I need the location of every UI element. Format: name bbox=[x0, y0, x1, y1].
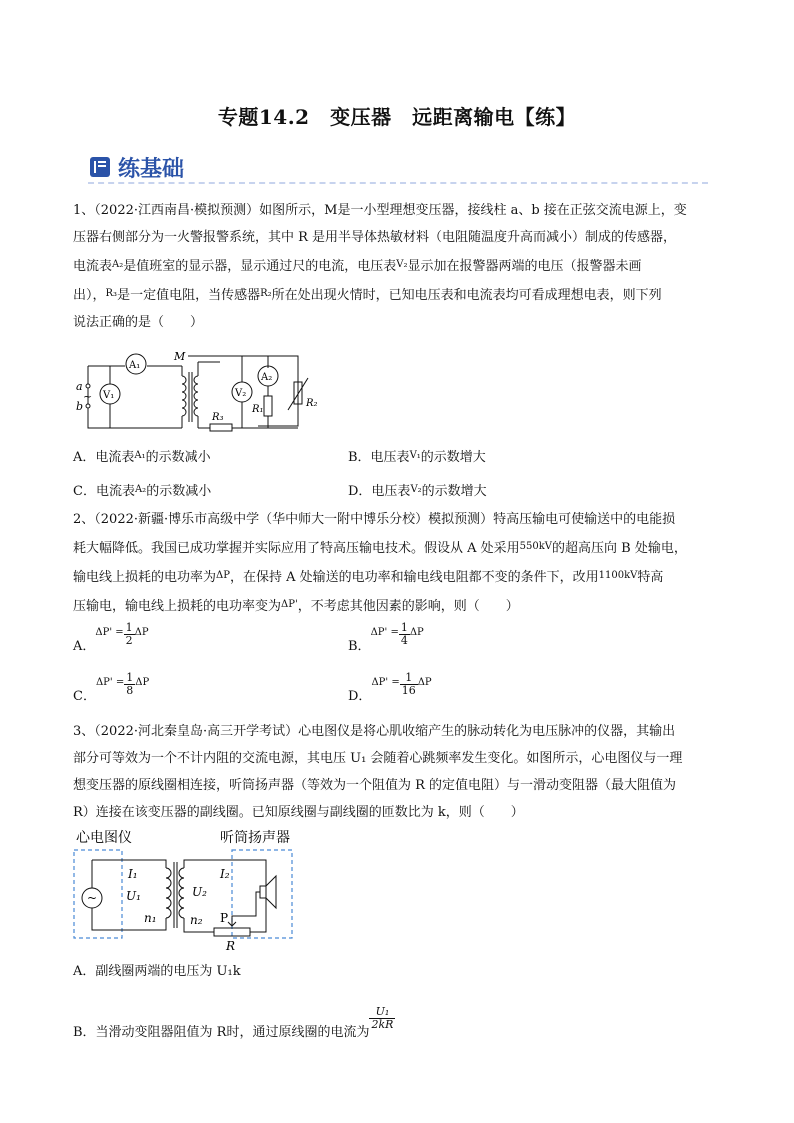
q2-opt-c-letter: C． bbox=[73, 689, 96, 704]
q3-line3: 想变压器的原线圈相连接，听筒扬声器（等效为一个阻值为 R 的定值电阻）与一滑动变阻器（最大阻值为 bbox=[73, 778, 677, 793]
q3-option-a[interactable] bbox=[73, 962, 241, 982]
q2-opt-c-lhs: ΔP' = bbox=[95, 677, 125, 688]
q2-dp: ΔP bbox=[216, 570, 230, 581]
q1-line1: 如图所示，M是一小型理想变压器，接线柱 a、b 接在正弦交流电源上，变 bbox=[259, 203, 687, 218]
section-divider bbox=[88, 182, 708, 184]
q3-line2: 部分可等效为一个不计内阻的交流电源，其电压 U₁ 会随着心跳频率发生变化。如图所示，心电图仪与一理 bbox=[73, 751, 683, 766]
question-2 bbox=[73, 506, 723, 620]
q2-opt-a-frac bbox=[124, 622, 135, 647]
q2-opt-c-num: 1 bbox=[126, 671, 134, 684]
q3-opt-b-frac bbox=[369, 1006, 395, 1031]
q1-label-r1: R₁ bbox=[252, 404, 264, 415]
book-icon bbox=[88, 155, 112, 179]
q2-opt-b-letter: B． bbox=[348, 639, 371, 654]
q3-speaker-label: 听筒扬声器 bbox=[220, 830, 290, 846]
q3-option-b[interactable] bbox=[73, 1006, 395, 1043]
q1-line3-c: 显示加在报警器两端的电压（报警器未画 bbox=[407, 259, 642, 274]
q2-opt-a-lhs: ΔP' = bbox=[95, 627, 124, 638]
q2-opt-a-den: 2 bbox=[125, 634, 133, 647]
q2-opt-b-frac bbox=[399, 622, 410, 647]
q2-opt-c-den: 8 bbox=[126, 684, 134, 697]
q2-opt-a-letter: A． bbox=[73, 639, 96, 654]
q1-sym-a2: A₂ bbox=[112, 259, 124, 270]
q1-opt-a-sym: A₁ bbox=[134, 450, 146, 461]
q1-opt-a-post: 的示数减小 bbox=[145, 450, 211, 465]
q2-line4-a: 压输电，输电线上损耗的电功率变为 bbox=[73, 599, 282, 614]
q1-number: 1、 bbox=[73, 203, 95, 218]
q1-line4-a: 出）， bbox=[73, 288, 106, 303]
q2-option-b[interactable] bbox=[348, 622, 424, 657]
q2-line1: （2022·新疆·博乐市高级中学（华中师大一附中博乐分校）模拟预测）特高压输电可使输送中的电能损 bbox=[94, 512, 676, 527]
q1-source: （2022·江西南昌·模拟预测） bbox=[94, 203, 260, 218]
q3-opt-a-text: A．副线圈两端的电压为 U₁k bbox=[73, 964, 241, 979]
q3-number: 3、 bbox=[73, 724, 95, 739]
q2-option-d[interactable] bbox=[348, 672, 432, 707]
q2-line3-b: ，在保持 A 处输送的电功率和输电线电阻都不变的条件下，改用 bbox=[229, 570, 599, 585]
q1-sym-r3: R₃ bbox=[105, 288, 118, 299]
q1-opt-d-pre: D．电压表 bbox=[348, 484, 411, 499]
q2-number: 2、 bbox=[73, 512, 95, 527]
q1-sym-r2: R₂ bbox=[260, 288, 272, 299]
q1-line2: 压器右侧部分为一火警报警系统，其中 R 是用半导体热敏材料（电阻随温度升高而减小）制成的传感器， bbox=[73, 230, 677, 245]
q3-label-n2: n₂ bbox=[190, 913, 203, 927]
q3-line1: （2022·河北秦皇岛·高三开学考试）心电图仪是将心肌收缩产生的脉动转化为电压脉冲的仪器，其输出 bbox=[94, 724, 676, 739]
q1-label-b: b bbox=[76, 400, 84, 413]
q2-opt-d-den: 16 bbox=[401, 684, 416, 697]
q2-line3-c: 特高 bbox=[637, 570, 664, 585]
q3-label-u1: U₁ bbox=[126, 889, 141, 903]
q1-line4-c: 所在处出现火情时，已知电压表和电流表均可看成理想电表，则下列 bbox=[271, 288, 662, 303]
q3-label-tilde: ~ bbox=[87, 891, 98, 905]
q2-option-a[interactable] bbox=[73, 622, 149, 657]
q1-opt-b-post: 的示数增大 bbox=[420, 450, 486, 465]
q2-opt-d-letter: D． bbox=[348, 689, 372, 704]
question-3 bbox=[73, 718, 723, 826]
q1-option-d[interactable] bbox=[348, 480, 487, 502]
q1-option-c[interactable] bbox=[73, 480, 211, 502]
q3-label-i1: I₁ bbox=[128, 867, 138, 881]
q1-label-v2: V₂ bbox=[235, 388, 247, 399]
q1-opt-d-post: 的示数增大 bbox=[421, 484, 487, 499]
q3-opt-b-den: 2kR bbox=[371, 1018, 394, 1031]
q2-opt-a-num: 1 bbox=[125, 621, 133, 634]
q1-option-a[interactable] bbox=[73, 446, 211, 468]
q2-opt-d-num: 1 bbox=[400, 672, 418, 685]
q2-line2-a: 耗大幅降低。我国已成功掌握并实际应用了特高压输电技术。假设从 A 处采用 bbox=[73, 541, 520, 556]
q2-line3-a: 输电线上损耗的电功率为 bbox=[73, 570, 217, 585]
q3-label-i2: I₂ bbox=[220, 867, 230, 881]
q1-label-a2: A₂ bbox=[261, 372, 273, 383]
page-title: 专题14.2 变压器 远距离输电【练】 bbox=[217, 105, 577, 129]
q2-opt-d-rhs: ΔP bbox=[417, 677, 432, 688]
section-header bbox=[88, 152, 184, 182]
q2-opt-b-den: 4 bbox=[400, 634, 408, 647]
q1-line3-a: 电流表 bbox=[73, 259, 113, 274]
q2-opt-c-frac bbox=[124, 672, 135, 697]
q2-dp-prime: ΔP' bbox=[281, 599, 298, 610]
q2-opt-d-lhs: ΔP' = bbox=[371, 677, 400, 688]
q1-opt-c-post: 的示数减小 bbox=[146, 484, 212, 499]
q1-option-b[interactable] bbox=[348, 446, 486, 468]
q1-opt-c-pre: C．电流表 bbox=[73, 484, 135, 499]
question-1 bbox=[73, 197, 723, 336]
q1-opt-a-pre: A．电流表 bbox=[73, 450, 135, 465]
q3-label-r: R bbox=[226, 939, 236, 953]
q2-option-c[interactable] bbox=[73, 672, 149, 707]
q1-label-tilde: ~ bbox=[83, 390, 93, 403]
q3-label-u2: U₂ bbox=[192, 885, 207, 899]
q1-opt-b-pre: B．电压表 bbox=[348, 450, 410, 465]
q2-opt-a-rhs: ΔP bbox=[134, 627, 149, 638]
q1-label-v1: V₁ bbox=[103, 390, 115, 401]
q2-opt-c-rhs: ΔP bbox=[135, 677, 150, 688]
q3-opt-b-num: U₁ bbox=[369, 1006, 395, 1019]
q3-label-n1: n₁ bbox=[144, 911, 157, 925]
q2-opt-b-rhs: ΔP bbox=[409, 627, 424, 638]
q2-line4-b: ，不考虑其他因素的影响，则（ ） bbox=[297, 599, 519, 614]
q1-label-a1: A₁ bbox=[129, 360, 141, 371]
q2-kv-1100: 1100kV bbox=[598, 570, 638, 581]
q3-line4: R）连接在该变压器的副线圈。已知原线圈与副线圈的匝数比为 k，则（ ） bbox=[73, 805, 524, 820]
q3-opt-b-text: B．当滑动变阻器阻值为 R时，通过原线圈的电流为 bbox=[73, 1025, 370, 1040]
q1-label-r2: R₂ bbox=[306, 398, 318, 409]
q2-line2-b: 的超高压向 B 处输电， bbox=[552, 541, 687, 556]
q1-opt-c-sym: A₂ bbox=[134, 484, 147, 495]
q1-label-m: M bbox=[174, 350, 186, 363]
q2-opt-b-num: 1 bbox=[400, 621, 408, 634]
q1-opt-d-sym: V₂ bbox=[410, 484, 422, 495]
q1-line4-b: 是一定值电阻，当传感器 bbox=[117, 288, 261, 303]
section-label: 练基础 bbox=[118, 156, 185, 182]
q1-circuit-diagram bbox=[70, 348, 330, 438]
q1-opt-b-sym: V₁ bbox=[409, 450, 421, 461]
q3-ecg-label: 心电图仪 bbox=[76, 830, 132, 846]
q3-circuit-diagram bbox=[70, 826, 310, 956]
q2-opt-b-lhs: ΔP' = bbox=[370, 627, 399, 638]
q1-line5: 说法正确的是（ ） bbox=[73, 315, 204, 330]
q1-sym-v2: V₂ bbox=[396, 259, 408, 270]
q1-label-a: a bbox=[76, 380, 83, 393]
q3-label-p: P bbox=[220, 911, 229, 925]
q2-kv-550: 550kV bbox=[519, 541, 553, 552]
q1-line3-b: 是值班室的显示器，显示通过尺的电流，电压表 bbox=[123, 259, 397, 274]
q2-opt-d-frac bbox=[400, 672, 418, 697]
q1-label-r3: R₃ bbox=[212, 412, 224, 423]
